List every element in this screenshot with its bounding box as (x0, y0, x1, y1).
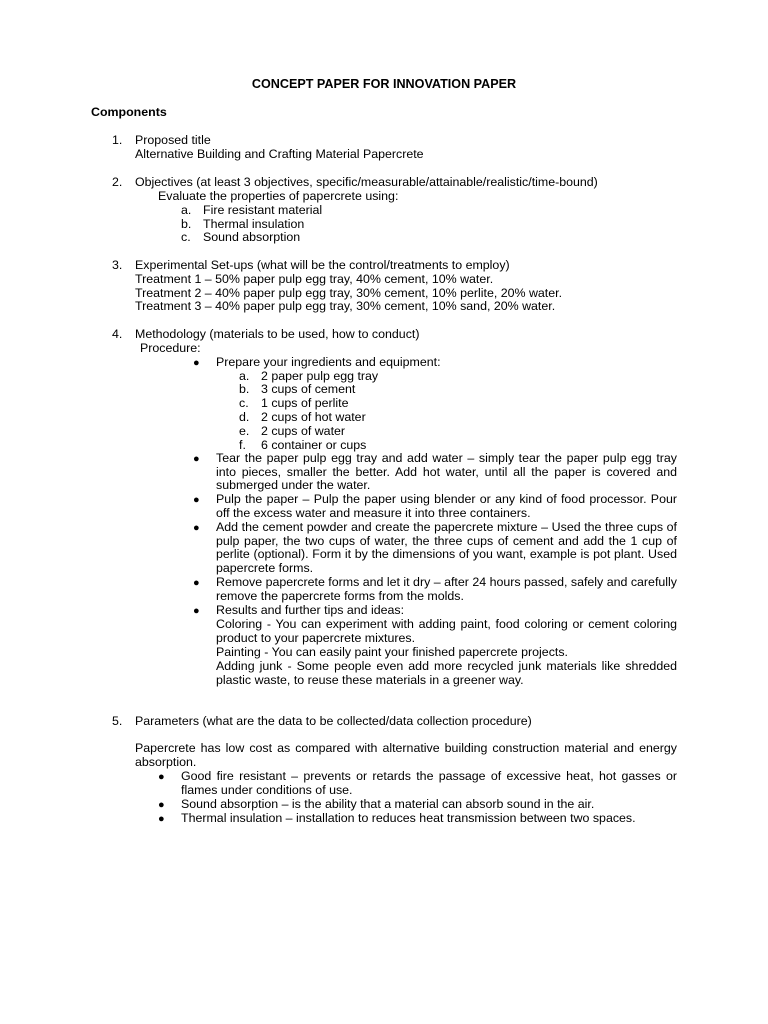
list-item: Thermal insulation (203, 217, 305, 231)
bullet-icon: ● (193, 522, 200, 534)
parameter-item: Thermal insulation – installation to reduces heat transmission between two spaces. (181, 811, 636, 825)
ingredient-item: 1 cups of perlite (261, 396, 349, 410)
list-marker: a. (239, 369, 250, 383)
tip-painting: Painting - You can easily paint your finished papercrete projects. (216, 645, 568, 659)
section-number: 3. (112, 258, 123, 272)
list-marker: a. (181, 203, 192, 217)
list-marker: d. (239, 410, 250, 424)
procedure-label: Procedure: (140, 341, 201, 355)
ingredient-item: 2 cups of hot water (261, 410, 366, 424)
objectives-intro: Evaluate the properties of papercrete using: (158, 189, 399, 203)
section-heading: Proposed title (135, 133, 211, 147)
section-heading: Objectives (at least 3 objectives, specific/measurable/attainable/realistic/time-bound) (135, 175, 598, 189)
bullet-icon: ● (193, 453, 200, 465)
section-number: 1. (112, 133, 123, 147)
parameter-item: Good fire resistant – prevents or retards the passage of excessive heat, hot gasses or flames under conditions of use. (181, 769, 677, 797)
bullet-icon: ● (193, 494, 200, 506)
bullet-icon: ● (158, 771, 165, 783)
procedure-step: Remove papercrete forms and let it dry – after 24 hours passed, safely and carefully remove the papercrete forms from the molds. (216, 575, 677, 603)
prepare-step: Prepare your ingredients and equipment: (216, 355, 441, 369)
list-marker: f. (239, 438, 246, 452)
procedure-step: Pulp the paper – Pulp the paper using blender or any kind of food processor. Pour off the excess water and measure it into three containers. (216, 492, 677, 520)
ingredient-item: 2 paper pulp egg tray (261, 369, 379, 383)
procedure-step: Add the cement powder and create the papercrete mixture – Used the three cups of pulp paper, the two cups of water, the three cups of cement and add the 1 cup of perlite (optional). Form it by the dimensions of you want, example is pot plant. Used papercrete forms. (216, 520, 677, 576)
ingredient-item: 6 container or cups (261, 438, 367, 452)
section-heading: Parameters (what are the data to be collected/data collection procedure) (135, 714, 532, 728)
list-marker: b. (239, 382, 250, 396)
list-item: Fire resistant material (203, 203, 323, 217)
bullet-icon: ● (193, 605, 200, 617)
list-marker: b. (181, 217, 192, 231)
bullet-icon: ● (193, 577, 200, 589)
list-marker: c. (181, 230, 191, 244)
list-marker: c. (239, 396, 249, 410)
bullet-icon: ● (158, 799, 165, 811)
section-number: 2. (112, 175, 123, 189)
results-label: Results and further tips and ideas: (216, 603, 405, 617)
document-title: CONCEPT PAPER FOR INNOVATION PAPER (251, 77, 517, 91)
treatment-line: Treatment 1 – 50% paper pulp egg tray, 40% cement, 10% water. (135, 272, 494, 286)
ingredient-item: 2 cups of water (261, 424, 346, 438)
components-heading: Components (91, 105, 167, 119)
parameters-intro: Papercrete has low cost as compared with alternative building construction material and energy absorption. (135, 741, 677, 769)
treatment-line: Treatment 2 – 40% paper pulp egg tray, 30% cement, 10% perlite, 20% water. (135, 286, 563, 300)
section-number: 4. (112, 327, 123, 341)
parameter-item: Sound absorption – is the ability that a material can absorb sound in the air. (181, 797, 595, 811)
procedure-step: Tear the paper pulp egg tray and add water – simply tear the paper pulp egg tray into pieces, smaller the better. Add hot water, until all the paper is covered and submerged under the water. (216, 451, 677, 493)
proposed-title-text: Alternative Building and Crafting Material Papercrete (135, 147, 424, 161)
list-item: Sound absorption (203, 230, 301, 244)
tip-coloring: Coloring - You can experiment with adding paint, food coloring or cement coloring product to your papercrete mixtures. (216, 617, 677, 645)
ingredient-item: 3 cups of cement (261, 382, 356, 396)
bullet-icon: ● (193, 357, 200, 369)
bullet-icon: ● (158, 813, 165, 825)
list-marker: e. (239, 424, 250, 438)
tip-adding-junk: Adding junk - Some people even add more recycled junk materials like shredded plastic waste, to reuse these materials in a greener way. (216, 659, 677, 687)
treatment-line: Treatment 3 – 40% paper pulp egg tray, 30% cement, 10% sand, 20% water. (135, 299, 556, 313)
section-number: 5. (112, 714, 123, 728)
section-heading: Methodology (materials to be used, how to conduct) (135, 327, 420, 341)
section-heading: Experimental Set-ups (what will be the control/treatments to employ) (135, 258, 510, 272)
